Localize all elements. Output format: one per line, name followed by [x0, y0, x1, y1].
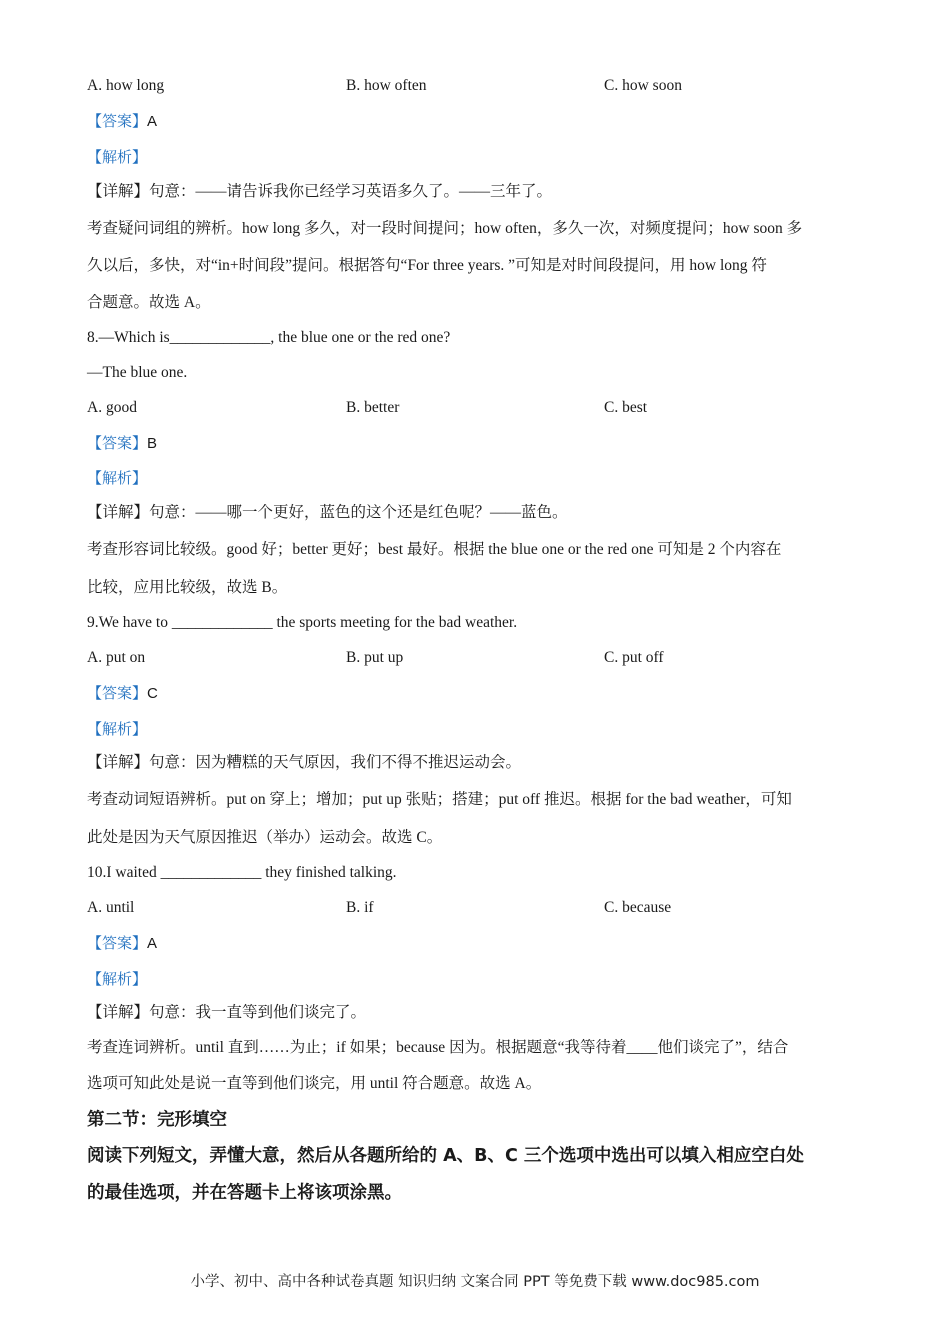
detail-label: 【详解】	[87, 754, 150, 771]
detail-label: 【详解】	[87, 1004, 150, 1021]
q10-analysis-line	[87, 969, 147, 990]
q9-explanation-2: 此处是因为天气原因推迟（举办）运动会。故选 C。	[87, 829, 443, 846]
q8-explanation-1: 考查形容词比较级。good 好；better 更好；best 最好。根据 the blue one or the red one 可知是 2 个内容在	[87, 541, 782, 558]
q10-question: 10.I waited _____________ they finished talking.	[87, 864, 397, 881]
q8-analysis-line	[87, 468, 147, 489]
q8-detail-line	[87, 503, 568, 523]
analysis-label: 【解析】	[87, 720, 148, 738]
answer-label: 【答案】	[87, 684, 148, 702]
q7-explanation-3: 合题意。故选 A。	[87, 294, 211, 311]
q7-option-b: B. how often	[346, 77, 427, 94]
q9-question: 9.We have to _____________ the sports meeting for the bad weather.	[87, 614, 518, 631]
q10-detail-line	[87, 1003, 366, 1023]
q8-question: 8.—Which is_____________, the blue one or the red one?	[87, 329, 451, 346]
q10-option-a: A. until	[87, 899, 135, 916]
section-instruction-1: 阅读下列短文，弄懂大意，然后从各题所给的 A、B、C 三个选项中选出可以填入相应空白处	[87, 1146, 804, 1166]
detail-label: 【详解】	[87, 504, 150, 521]
detail-text: 句意：——哪一个更好，蓝色的这个还是红色呢？——蓝色。	[149, 504, 568, 521]
q9-option-a: A. put on	[87, 649, 146, 666]
section-instruction-2: 的最佳选项，并在答题卡上将该项涂黑。	[87, 1183, 402, 1203]
q9-analysis-line	[87, 719, 147, 740]
q7-explanation-1: 考查疑问词组的辨析。how long 多久，对一段时间提问；how often，多久一次，对频度提问；how soon 多	[87, 220, 803, 237]
q8-reply: —The blue one.	[87, 364, 188, 381]
q10-answer-line	[87, 933, 157, 954]
q10-option-b: B. if	[346, 899, 374, 916]
answer-value: C	[147, 685, 158, 702]
detail-text: 句意：我一直等到他们谈完了。	[149, 1004, 367, 1021]
analysis-label: 【解析】	[87, 148, 148, 166]
q8-answer-line	[87, 433, 157, 454]
q9-option-c: C. put off	[604, 649, 664, 666]
q8-option-a: A. good	[87, 399, 137, 416]
q7-explanation-2: 久以后，多快，对“in+时间段”提问。根据答句“For three years. ”可知是对时间段提问，用 how long 符	[87, 257, 767, 274]
answer-value: A	[147, 935, 158, 952]
q10-option-c: C. because	[604, 899, 672, 916]
q7-option-c: C. how soon	[604, 77, 682, 94]
detail-label: 【详解】	[87, 183, 150, 200]
analysis-label: 【解析】	[87, 970, 148, 988]
analysis-label: 【解析】	[87, 469, 148, 487]
q10-explanation-2: 选项可知此处是说一直等到他们谈完，用 until 符合题意。故选 A。	[87, 1075, 542, 1092]
page-footer: 小学、初中、高中各种试卷真题 知识归纳 文案合同 PPT 等免费下载 www.doc985.com	[190, 1274, 760, 1290]
q8-option-b: B. better	[346, 399, 400, 416]
q9-detail-line	[87, 753, 521, 773]
answer-label: 【答案】	[87, 934, 148, 952]
answer-value: A	[147, 113, 158, 130]
detail-text: 句意：因为糟糕的天气原因，我们不得不推迟运动会。	[149, 754, 522, 771]
q10-explanation-1: 考查连词辨析。until 直到……为止；if 如果；because 因为。根据题意“我等待着____他们谈完了”，结合	[87, 1039, 789, 1056]
answer-label: 【答案】	[87, 112, 148, 130]
section-title: 第二节：完形填空	[87, 1110, 227, 1130]
q7-detail-line	[87, 182, 552, 202]
q9-explanation-1: 考查动词短语辨析。put on 穿上；增加；put up 张贴；搭建；put off 推迟。根据 for the bad weather，可知	[87, 791, 792, 808]
q7-analysis-line	[87, 147, 147, 168]
q7-answer-line	[87, 111, 157, 132]
q9-answer-line	[87, 683, 158, 704]
q7-option-a: A. how long	[87, 77, 165, 94]
q8-explanation-2: 比较，应用比较级，故选 B。	[87, 579, 288, 596]
q8-option-c: C. best	[604, 399, 648, 416]
answer-label: 【答案】	[87, 434, 148, 452]
detail-text: 句意：——请告诉我你已经学习英语多久了。——三年了。	[149, 183, 553, 200]
answer-value: B	[147, 435, 158, 452]
q9-option-b: B. put up	[346, 649, 404, 666]
